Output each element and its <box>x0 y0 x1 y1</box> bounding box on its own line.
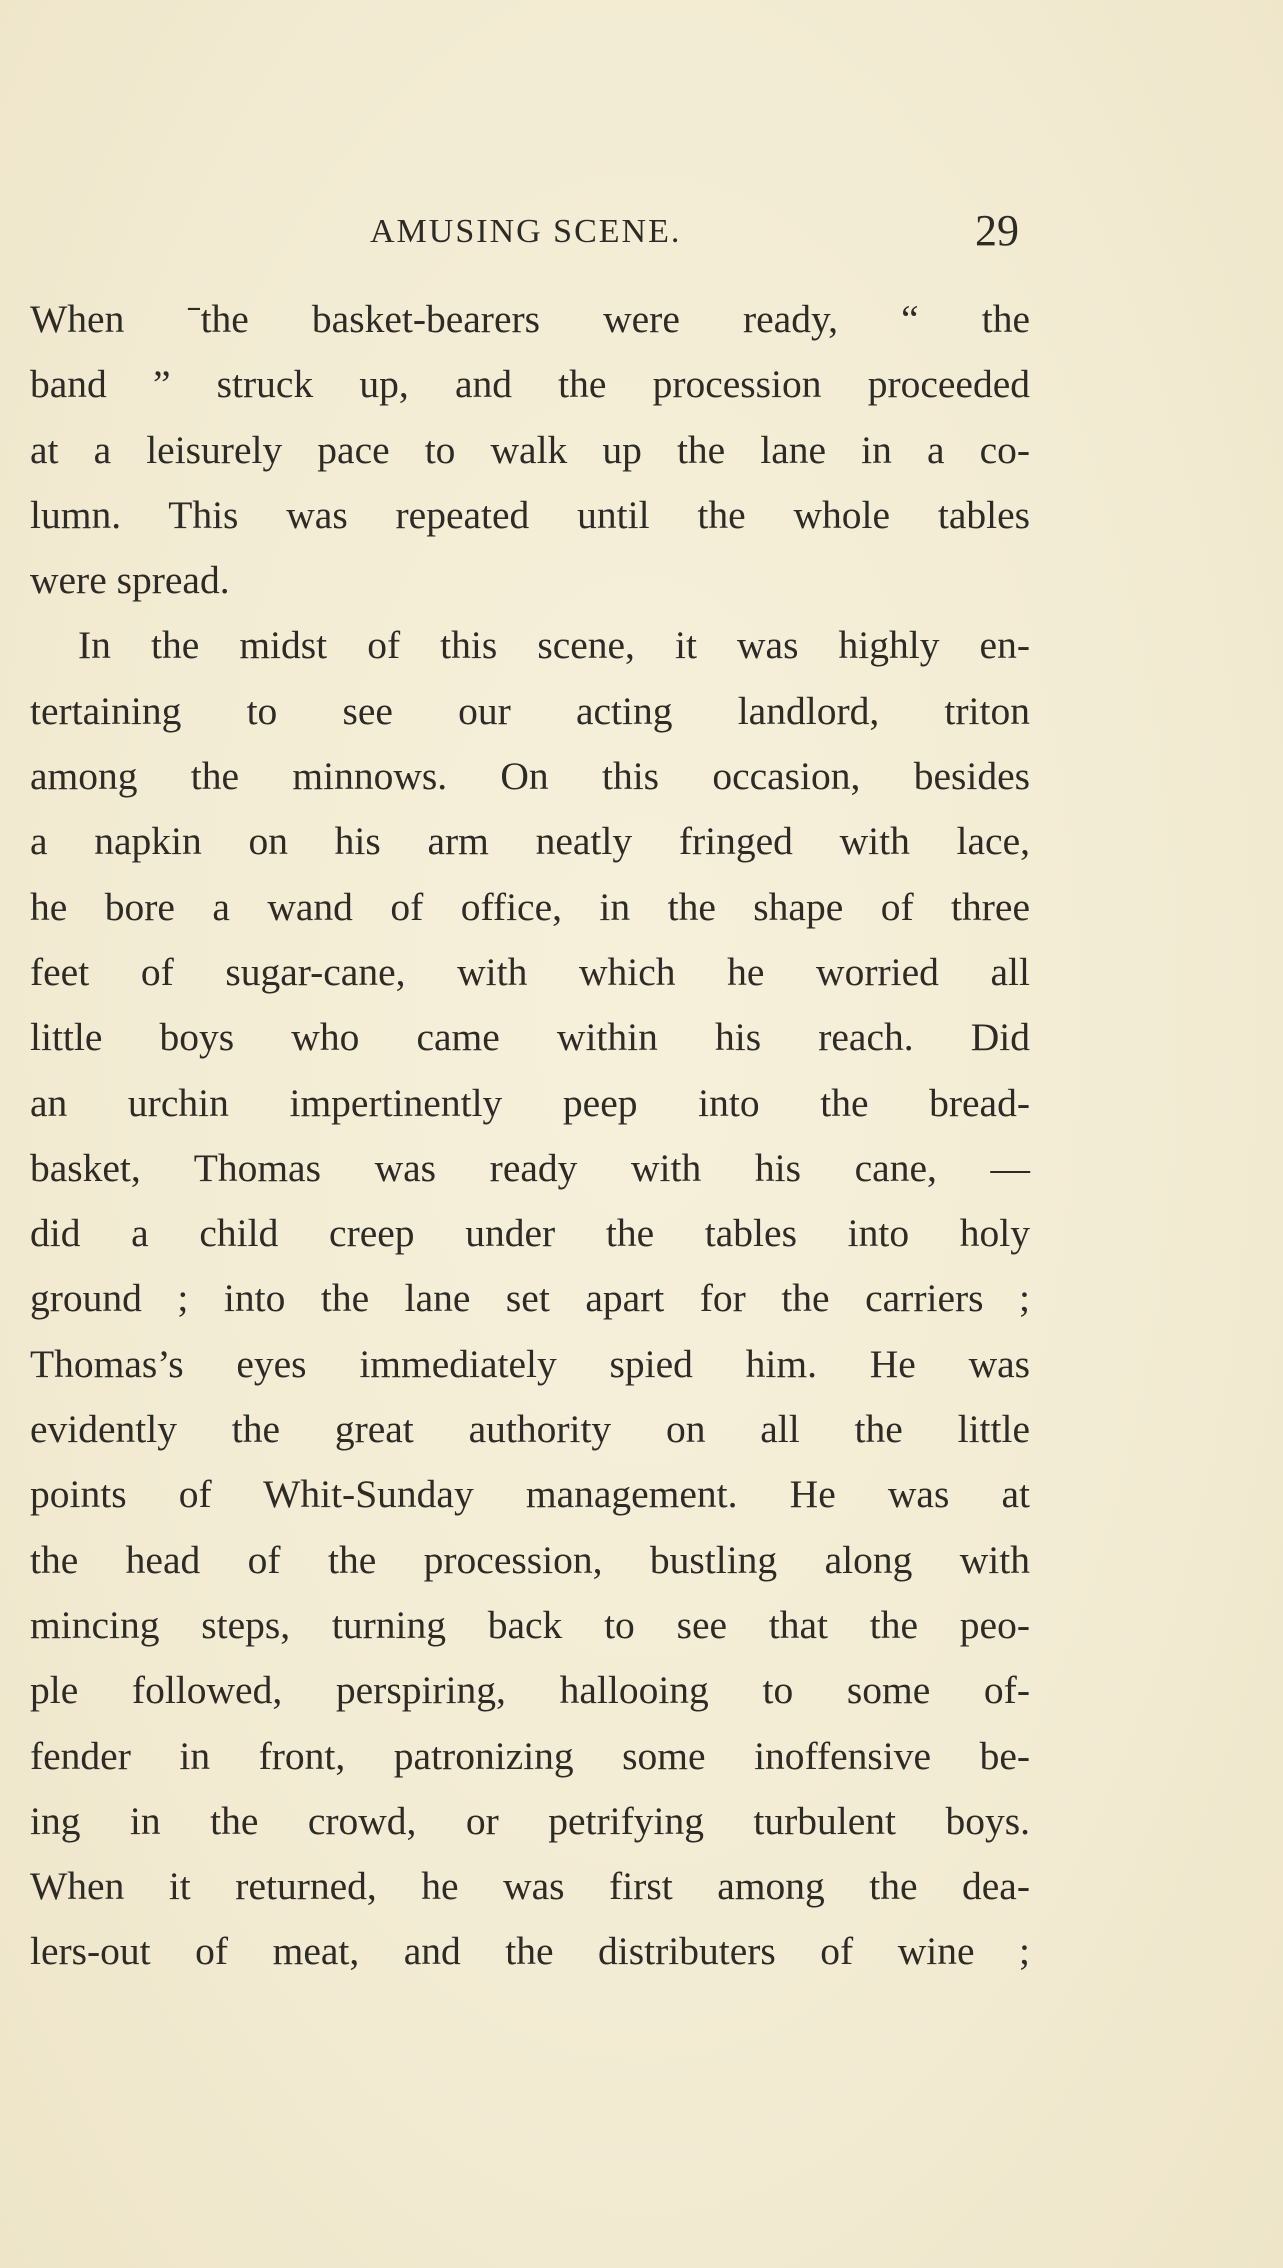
text-line: evidently the great authority on all the little <box>30 1407 1030 1452</box>
text-line: ground ; into the lane set apart for the carriers ; <box>30 1276 1030 1321</box>
running-title: AMUSING SCENE. <box>370 213 682 250</box>
text-line: ple followed, perspiring, hallooing to some of- <box>30 1668 1030 1713</box>
text-line: lumn. This was repeated until the whole tables <box>30 492 1030 537</box>
text-line: did a child creep under the tables into holy <box>30 1211 1030 1256</box>
text-line: feet of sugar-cane, with which he worried all <box>30 949 1030 994</box>
text-line: at a leisurely pace to walk up the lane in a co- <box>30 427 1030 472</box>
text-line: he bore a wand of office, in the shape of three <box>30 884 1030 929</box>
text-line: the head of the procession, bustling along with <box>30 1537 1030 1582</box>
paragraph-2 <box>30 613 1030 1984</box>
text-line: an urchin impertinently peep into the bread- <box>30 1080 1030 1125</box>
text-line: points of Whit-Sunday management. He was at <box>30 1472 1030 1517</box>
text-line: When ˉthe basket-bearers were ready, “ the <box>30 297 1030 341</box>
page-header <box>30 205 1030 265</box>
text-line: were spread. <box>30 558 230 603</box>
text-line: lers-out of meat, and the distributers of wine ; <box>30 1929 1030 1974</box>
text-line: band ” struck up, and the procession proceeded <box>30 362 1030 407</box>
body-text <box>30 287 1030 1985</box>
text-line: ing in the crowd, or petrifying turbulent boys. <box>30 1798 1030 1843</box>
text-line: basket, Thomas was ready with his cane, — <box>30 1145 1030 1190</box>
text-line: among the minnows. On this occasion, besides <box>30 754 1030 799</box>
text-line: little boys who came within his reach. Did <box>30 1015 1030 1060</box>
text-line: mincing steps, turning back to see that the peo- <box>30 1602 1030 1647</box>
text-line: fender in front, patronizing some inoffensive be- <box>30 1733 1030 1778</box>
page-number: 29 <box>975 206 1019 255</box>
text-line: a napkin on his arm neatly fringed with lace, <box>30 819 1030 864</box>
text-line: When it returned, he was first among the dea- <box>30 1864 1030 1909</box>
text-line: tertaining to see our acting landlord, triton <box>30 688 1030 733</box>
text-line: In the midst of this scene, it was highly en- <box>78 623 1030 668</box>
paragraph-1 <box>30 287 1030 613</box>
text-line: Thomas’s eyes immediately spied him. He was <box>30 1341 1030 1386</box>
